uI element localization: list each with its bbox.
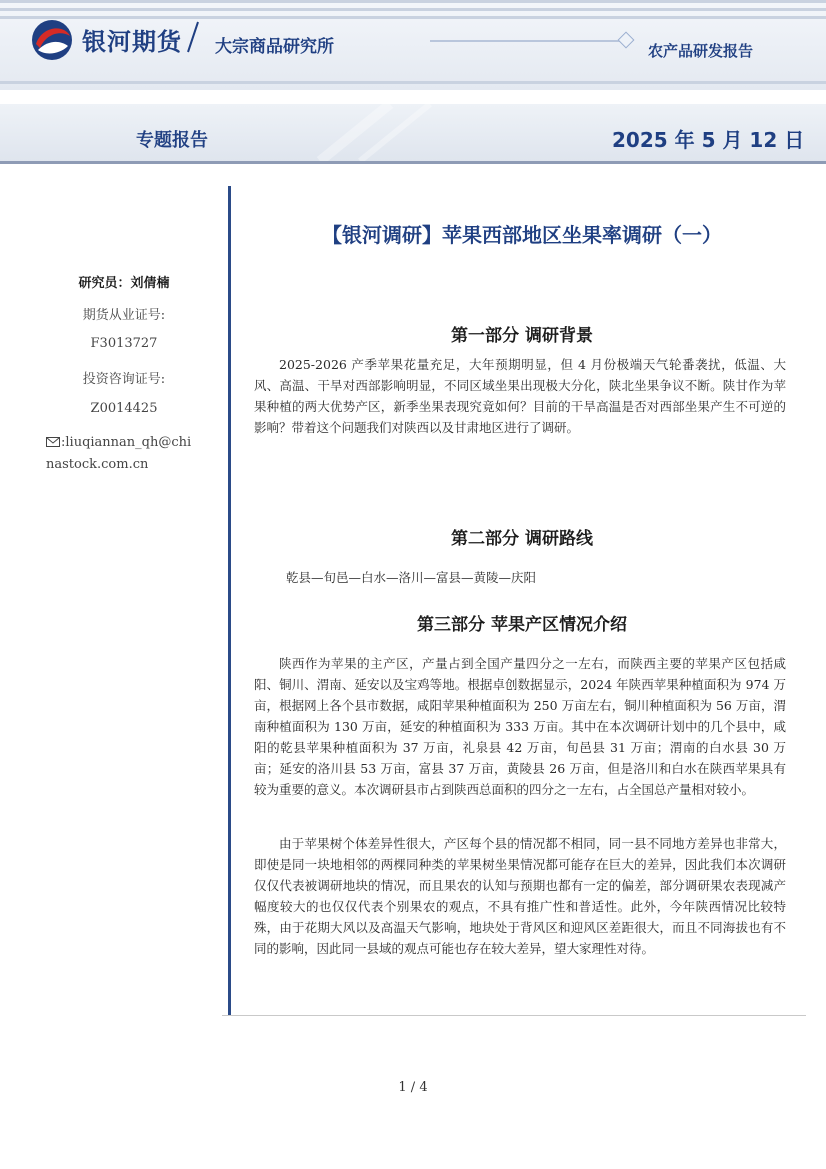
galaxy-logo-icon xyxy=(30,18,74,62)
subheader-band xyxy=(0,104,826,164)
header-stripe xyxy=(0,81,826,84)
header-stripe xyxy=(0,16,826,19)
futures-cert-label: 期货从业证号: xyxy=(82,308,166,323)
header-stripe xyxy=(0,0,826,3)
section-paragraph: 陕西作为苹果的主产区，产量占到全国产量四分之一左右，而陕西主要的苹果产区包括咸阳、铜川、渭南、延安以及宝鸡等地。根据卓创数据显示，2024 年陕西苹果种植面积为 974 万亩，根据网上各个县市数据，咸阳苹果种植面积为 250 万亩左右，铜川种植面积为 56 万亩，渭南种植面积为 130 万亩，延安的种植面积为 333 万亩。其中在本次调研计划中的几个县中，咸阳的乾县苹果种植面积为 37 万亩，礼泉县 42 万亩，旬邑县 31 万亩；渭南的白水县 30 万亩；延安的洛川县 53 万亩，富县 37 万亩，黄陵县 26 万亩，但是洛川和白水在陕西苹果具有较为重要的意义。本次调研县市占到陕西总面积的四分之一左右，占全国总产量相对较小。 xyxy=(254,656,786,797)
slash-divider-icon xyxy=(186,20,200,54)
section-paragraph: 由于苹果树个体差异性很大，产区每个县的情况都不相同，同一县不同地方差异也非常大，即使是同一块地相邻的两棵同种类的苹果树坐果情况都可能存在巨大的差异，因此我们本次调研仅仅代表被调研地块的情况，而且果农的认知与预期也都有一定的偏差，部分调研果农表现减产幅度较大的也仅仅代表个别果农的观点，不具有推广性和普适性。此外，今年陕西情况比较特殊，由于花期大风以及高温天气影响，地块处于背风区和迎风区差距很大，而且不同海拔也有不同的影响，因此同一县域的观点可能也存在较大差异，望大家理性对待。 xyxy=(254,836,786,956)
report-date: 2025 年 5 月 12 日 xyxy=(612,128,805,152)
invest-cert-label: 投资咨询证号: xyxy=(82,372,166,387)
company-name: 银河期货 xyxy=(82,28,182,56)
section-heading: 第一部分 调研背景 xyxy=(451,326,593,346)
envelope-icon xyxy=(46,437,60,447)
report-type: 农产品研发报告 xyxy=(648,42,754,60)
decorative-line xyxy=(430,40,620,42)
section-heading: 第二部分 调研路线 xyxy=(451,529,593,549)
diamond-icon xyxy=(618,32,635,49)
vertical-divider xyxy=(228,186,231,1016)
survey-route: 乾县—旬邑—白水—洛川—富县—黄陵—庆阳 xyxy=(286,570,537,585)
institute-name: 大宗商品研究所 xyxy=(215,37,334,57)
section-heading: 第三部分 苹果产区情况介绍 xyxy=(417,615,627,635)
researcher-name: 研究员：刘倩楠 xyxy=(78,276,170,291)
header-stripe xyxy=(0,8,826,11)
email-address[interactable]: :liuqiannan_qh@chinastock.com.cn xyxy=(46,435,192,472)
report-category: 专题报告 xyxy=(136,130,208,151)
researcher-email[interactable] xyxy=(46,432,196,476)
page-number: 1 / 4 xyxy=(398,1080,428,1095)
header-band xyxy=(0,0,826,90)
decorative-pattern-icon xyxy=(300,104,500,161)
footer-divider xyxy=(222,1015,806,1016)
document-title: 【银河调研】苹果西部地区坐果率调研（一） xyxy=(322,223,722,247)
futures-cert-value: F3013727 xyxy=(90,336,158,351)
invest-cert-value: Z0014425 xyxy=(90,401,158,416)
section-paragraph: 2025-2026 产季苹果花量充足，大年预期明显，但 4 月份极端天气轮番袭扰，低温、大风、高温、干旱对西部影响明显，不同区域坐果出现极大分化，陕北坐果争议不断。陕甘作为苹果种植的两大优势产区，新季坐果表现究竟如何？目前的干旱高温是否对西部坐果产生不可逆的影响？带着这个问题我们对陕西以及甘肃地区进行了调研。 xyxy=(254,357,786,435)
